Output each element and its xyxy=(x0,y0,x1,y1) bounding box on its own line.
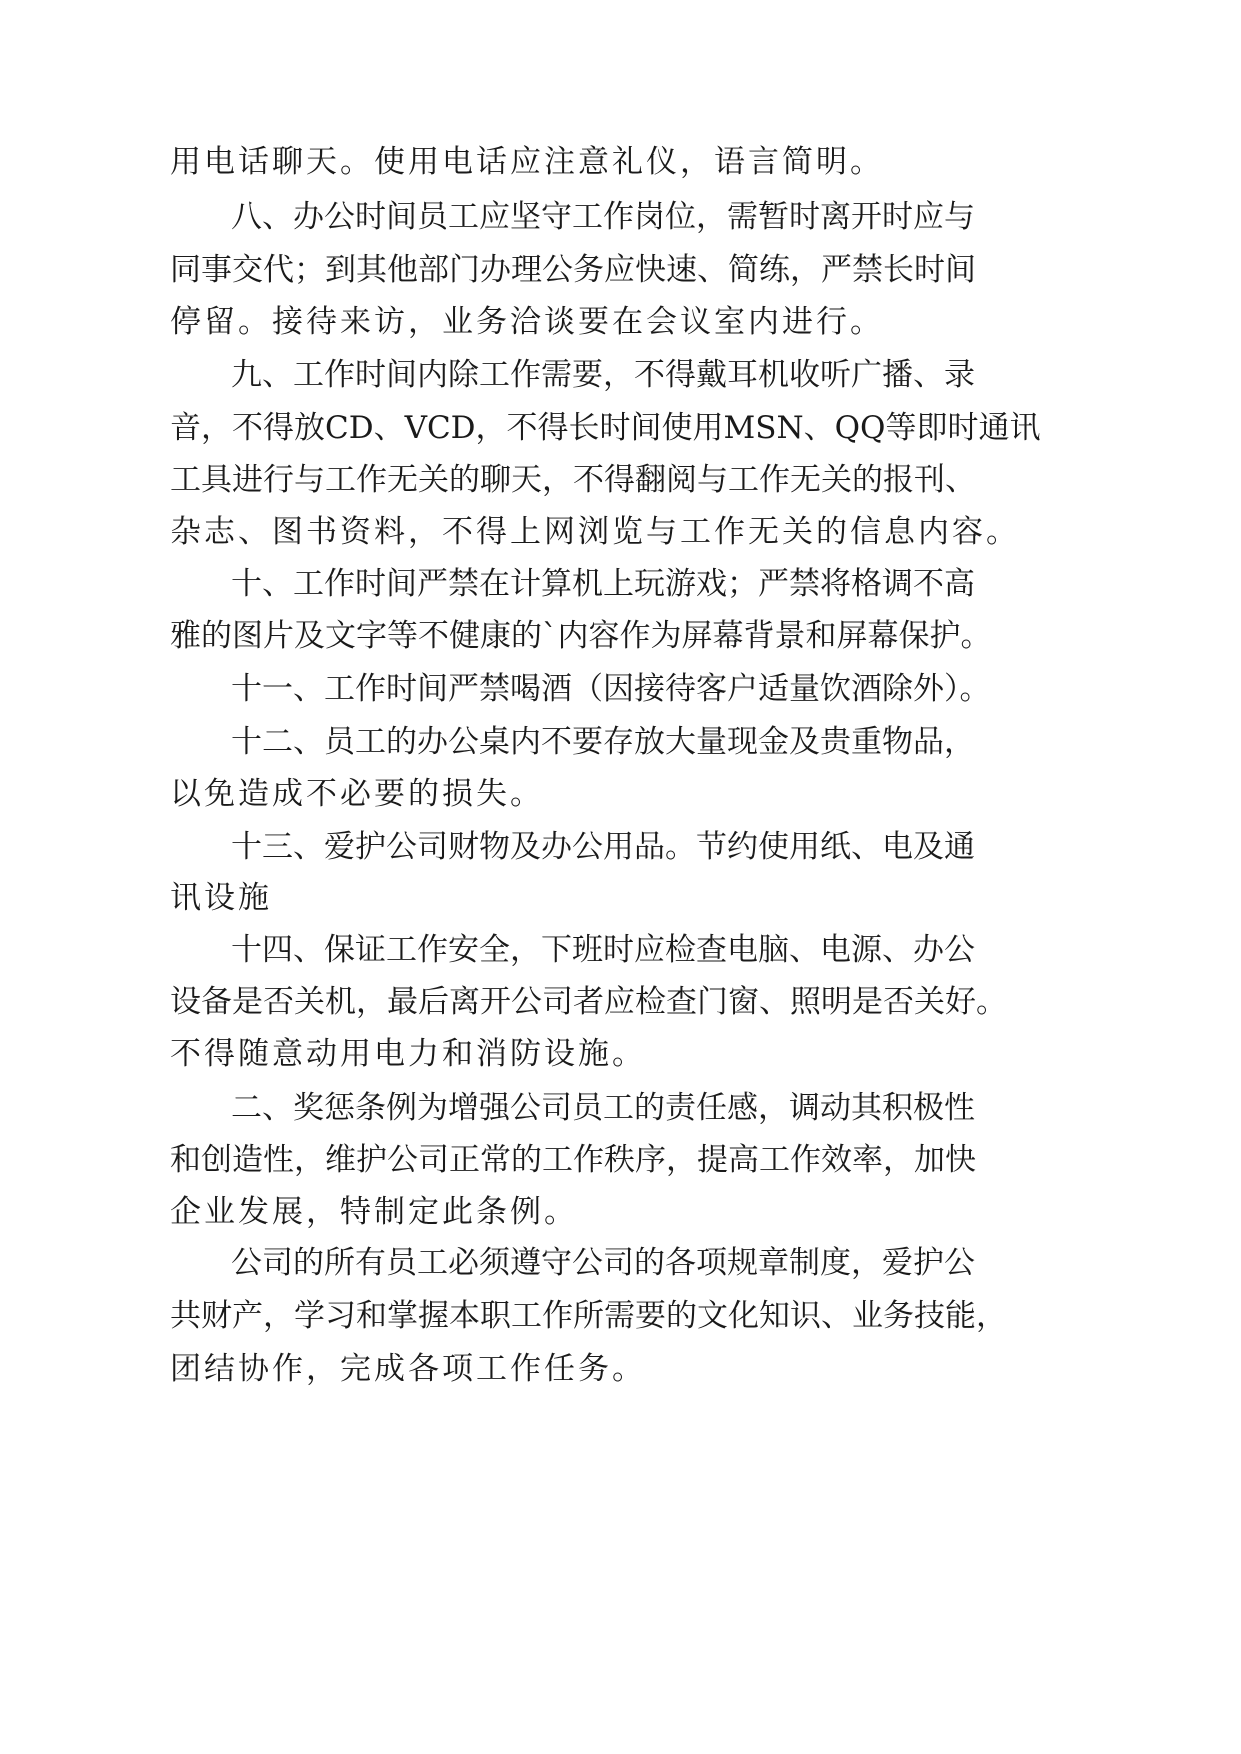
text-line: 团结协作，完成各项工作任务。 xyxy=(170,1351,646,1387)
text-line: 和创造性，维护公司正常的工作秩序，提高工作效率，加快 xyxy=(170,1142,976,1178)
text-line: 八、办公时间员工应坚守工作岗位，需暂时离开时应与 xyxy=(231,199,975,235)
text-line: 工具进行与工作无关的聊天，不得翻阅与工作无关的报刊、 xyxy=(170,462,976,498)
text-line: 企业发展，特制定此条例。 xyxy=(170,1194,578,1230)
text-line: 设备是否关机，最后离开公司者应检查门窗、照明是否关好。 xyxy=(170,984,1007,1020)
text-line: 用电话聊天。使用电话应注意礼仪，语言简明。 xyxy=(170,144,884,180)
text-line: 雅的图片及文字等不健康的`内容作为屏幕背景和屏幕保护。 xyxy=(170,618,992,654)
text-line: 讯设施 xyxy=(170,880,272,916)
text-line: 十、工作时间严禁在计算机上玩游戏；严禁将格调不高 xyxy=(231,566,975,602)
text-line: 十一、工作时间严禁喝酒（因接待客户适量饮酒除外）。 xyxy=(231,671,991,707)
text-line: 二、奖惩条例为增强公司员工的责任感，调动其积极性 xyxy=(231,1090,975,1126)
text-line: 同事交代；到其他部门办理公务应快速、简练，严禁长时间 xyxy=(170,252,976,288)
text-line: 停留。接待来访，业务洽谈要在会议室内进行。 xyxy=(170,304,884,340)
text-line: 十三、爱护公司财物及办公用品。节约使用纸、电及通 xyxy=(231,829,975,865)
text-line: 十四、保证工作安全，下班时应检查电脑、电源、办公 xyxy=(231,932,975,968)
text-line: 以免造成不必要的损失。 xyxy=(170,776,544,812)
text-line: 公司的所有员工必须遵守公司的各项规章制度，爱护公 xyxy=(231,1245,975,1281)
text-line: 杂志、图书资料，不得上网浏览与工作无关的信息内容。 xyxy=(170,514,1020,550)
text-line: 音，不得放CD、VCD，不得长时间使用MSN、QQ等即时通讯 xyxy=(170,410,1041,446)
text-line: 不得随意动用电力和消防设施。 xyxy=(170,1036,646,1072)
text-line: 十二、员工的办公桌内不要存放大量现金及贵重物品， xyxy=(231,724,975,760)
text-line: 共财产，学习和掌握本职工作所需要的文化知识、业务技能， xyxy=(170,1298,1007,1334)
text-line: 九、工作时间内除工作需要，不得戴耳机收听广播、录 xyxy=(231,357,975,393)
